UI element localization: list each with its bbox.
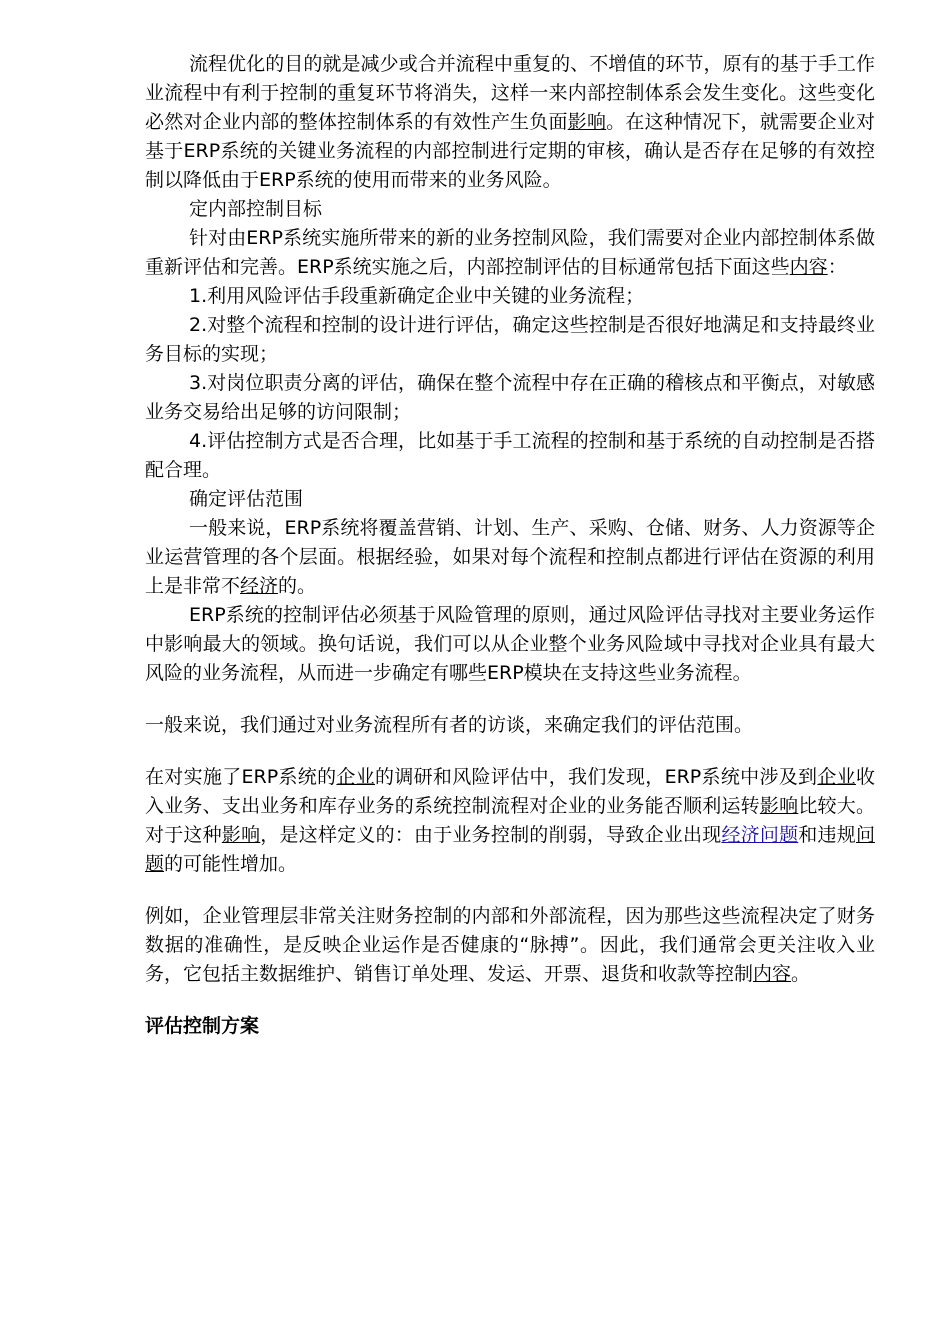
paragraph-process-optimization: 流程优化的目的就是减少或合并流程中重复的、不增值的环节，原有的基于手工作业流程中有利于控制的重复环节将消失，这样一来内部控制体系会发生变化。这些变化必然对企业内部的整体控制体系的有效性产生负面影响。在这种情况下，就需要企业对基于ERP系统的关键业务流程的内部控制进行定期的审核，确认是否存在足够的有效控制以降低由于ERP系统的使用而带来的业务风险。 <box>145 53 875 191</box>
paragraph-interviews: 一般来说，我们通过对业务流程所有者的访谈，来确定我们的评估范围。 <box>145 714 754 736</box>
list-item-4: 4.评估控制方式是否合理，比如基于手工流程的控制和基于系统的自动控制是否搭配合理。 <box>145 430 875 481</box>
paragraph-research-findings: 在对实施了ERP系统的企业的调研和风险评估中，我们发现，ERP系统中涉及到企业收入业务、支出业务和库存业务的系统控制流程对企业的业务能否顺利运转影响比较大。对于这种影响，是这样定义的：由于业务控制的削弱，导致企业出现经济问题和违规问题的可能性增加。 <box>145 766 875 875</box>
link-influence[interactable]: 影响 <box>567 111 607 133</box>
link-problems[interactable]: 问题 <box>145 824 875 875</box>
document-page <box>145 50 875 1041</box>
link-content-2[interactable]: 内容 <box>753 963 792 985</box>
paragraph-finance-control: 例如，企业管理层非常关注财务控制的内部和外部流程，因为那些这些流程决定了财务数据的准确性，是反映企业运作是否健康的“脉搏”。因此，我们通常会更关注收入业务，它包括主数据维护、销售订单处理、发运、开票、退货和收款等控制内容。 <box>145 905 875 985</box>
link-influence-3[interactable]: 影响 <box>221 824 261 846</box>
list-item-2: 2.对整个流程和控制的设计进行评估，确定这些控制是否很好地满足和支持最终业务目标的实现； <box>145 314 875 365</box>
paragraph-erp-coverage: 一般来说，ERP系统将覆盖营销、计划、生产、采购、仓储、财务、人力资源等企业运营管理的各个层面。根据经验，如果对每个流程和控制点都进行评估在资源的利用上是非常不经济的。 <box>145 517 875 597</box>
heading-evaluate-control-plan: 评估控制方案 <box>145 1015 260 1037</box>
link-enterprise[interactable]: 企业 <box>336 766 376 788</box>
link-economy[interactable]: 经济 <box>240 575 279 597</box>
paragraph-control-goals: 针对由ERP系统实施所带来的新的业务控制风险，我们需要对企业内部控制体系做重新评估和完善。ERP系统实施之后，内部控制评估的目标通常包括下面这些内容： <box>145 227 875 278</box>
list-item-1: 1.利用风险评估手段重新确定企业中关键的业务流程； <box>189 285 645 307</box>
heading-assessment-scope: 确定评估范围 <box>189 488 304 510</box>
link-enterprise-2[interactable]: 企业 <box>817 766 856 788</box>
link-influence-2[interactable]: 影响 <box>759 795 799 817</box>
link-content[interactable]: 内容 <box>789 256 828 278</box>
heading-internal-control-goal: 定内部控制目标 <box>189 198 323 220</box>
paragraph-risk-management: ERP系统的控制评估必须基于风险管理的原则，通过风险评估寻找对主要业务运作中影响最大的领域。换句话说，我们可以从企业整个业务风险域中寻找对企业具有最大风险的业务流程，从而进一步确定有哪些ERP模块在支持这些业务流程。 <box>145 604 875 684</box>
list-item-3: 3.对岗位职责分离的评估，确保在整个流程中存在正确的稽核点和平衡点，对敏感业务交易给出足够的访问限制； <box>145 372 875 423</box>
link-economic-problems[interactable]: 经济问题 <box>721 824 799 846</box>
